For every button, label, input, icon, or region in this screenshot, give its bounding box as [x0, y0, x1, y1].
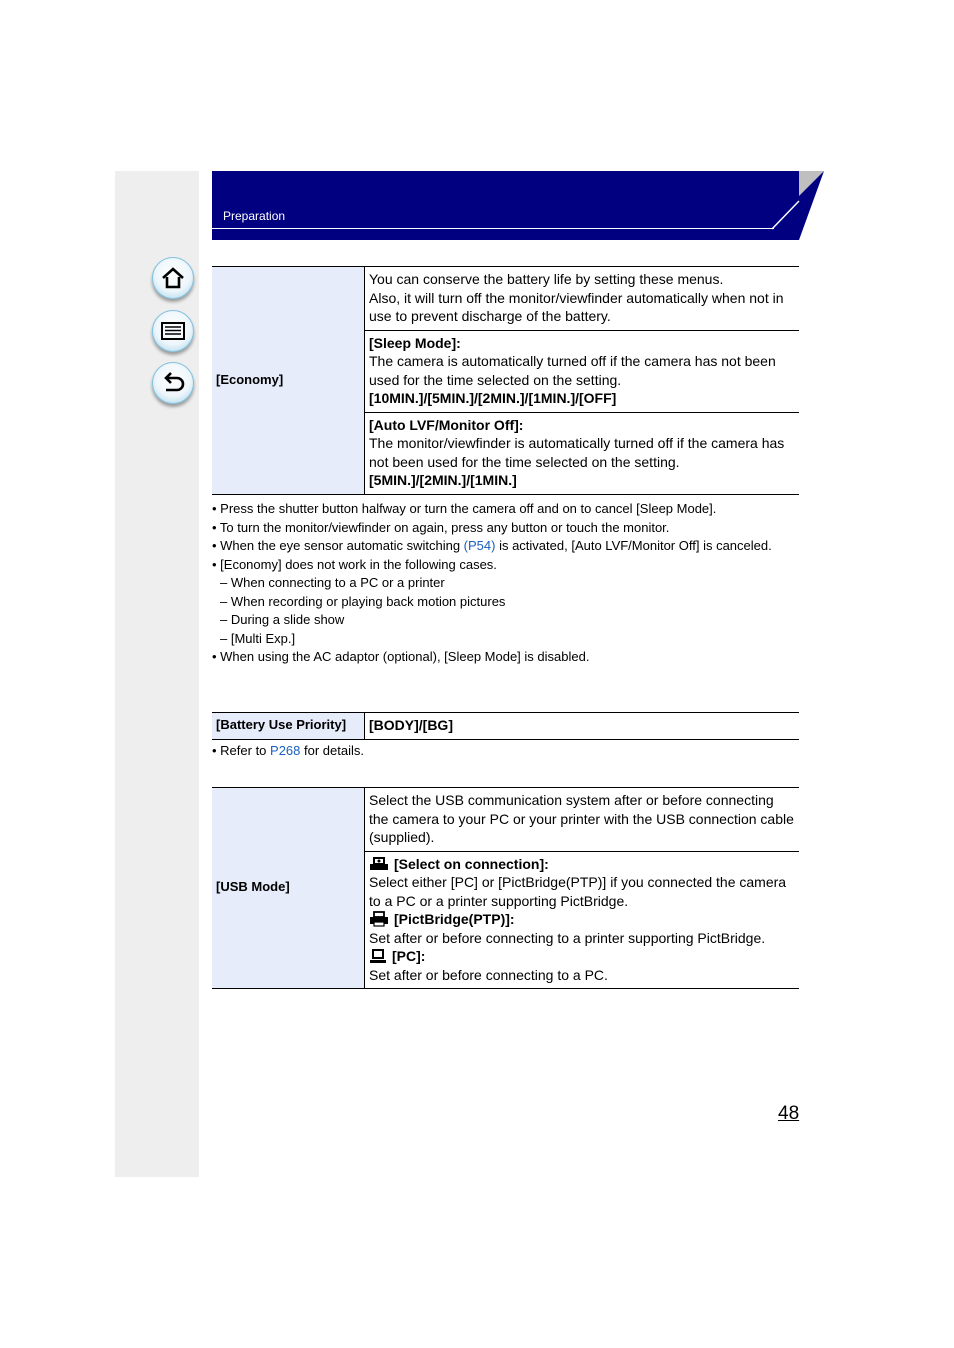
sleep-mode-cell — [365, 330, 800, 412]
pictbridge-title: [PictBridge(PTP)]: — [369, 910, 795, 929]
note-subitem: – When connecting to a PC or a printer — [220, 575, 445, 590]
select-on-connection-description: Select either [PC] or [PictBridge(PTP)] if you connected the camera to a PC or a printer supporting PictBridge. — [369, 874, 787, 909]
back-arrow-icon — [160, 370, 186, 396]
note-item: • Refer to P268 for details. — [212, 743, 364, 758]
economy-label: [Economy] — [212, 267, 365, 495]
header-rule — [212, 228, 774, 229]
economy-intro-line1: You can conserve the battery life by setting these menus. — [369, 271, 724, 287]
p268-link[interactable]: P268 — [270, 743, 301, 758]
p54-link[interactable]: (P54) — [463, 538, 496, 553]
auto-lvf-cell — [365, 412, 800, 494]
economy-intro-line2: Also, it will turn off the monitor/viewfinder automatically when not in use to prevent discharge of the battery. — [369, 289, 784, 324]
home-button[interactable] — [152, 257, 194, 299]
menu-list-button[interactable] — [152, 310, 194, 352]
note-item: • To turn the monitor/viewfinder on again, press any button or touch the monitor. — [212, 519, 670, 535]
battery-table — [212, 712, 799, 740]
note-item: • When the eye sensor automatic switching (P54) is activated, [Auto LVF/Monitor Off] is canceled. — [212, 538, 772, 553]
auto-lvf-description: The monitor/viewfinder is automatically turned off if the camera has not been used for the time selected on the setting. — [369, 435, 785, 470]
pc-icon — [369, 948, 387, 964]
sleep-mode-title: [Sleep Mode]: — [369, 334, 461, 351]
section-header-bar — [212, 171, 799, 240]
usb-options-cell — [365, 851, 800, 989]
note-subitem: – [Multi Exp.] — [220, 630, 296, 646]
pictbridge-description: Set after or before connecting to a printer supporting PictBridge. — [369, 929, 766, 946]
note-subitem: – When recording or playing back motion pictures — [220, 593, 506, 609]
note-item: • When using the AC adaptor (optional), [Sleep Mode] is disabled. — [212, 649, 590, 664]
economy-notes — [212, 500, 799, 667]
economy-table — [212, 266, 799, 495]
pc-description: Set after or before connecting to a PC. — [369, 966, 608, 983]
usb-table — [212, 787, 799, 989]
usb-label: [USB Mode] — [212, 788, 365, 989]
sleep-mode-description: The camera is automatically turned off if the camera has not been used for the time selected on the setting. — [369, 353, 776, 388]
battery-label: [Battery Use Priority] — [212, 713, 365, 740]
auto-lvf-options: [5MIN.]/[2MIN.]/[1MIN.] — [369, 472, 517, 488]
sleep-mode-options: [10MIN.]/[5MIN.]/[2MIN.]/[1MIN.]/[OFF] — [369, 390, 617, 406]
select-on-connection-title: [Select on connection]: — [369, 855, 795, 874]
note-item: • Press the shutter button halfway or turn the camera off and on to cancel [Sleep Mode]. — [212, 501, 717, 516]
home-icon — [160, 265, 186, 291]
printer-icon — [369, 911, 389, 927]
pc-title: [PC]: — [369, 947, 795, 966]
header-corner-decoration — [760, 171, 824, 241]
page-number: 48 — [778, 1103, 800, 1124]
note-item: • [Economy] does not work in the following cases. — [212, 556, 497, 572]
section-title: Preparation — [223, 209, 286, 223]
auto-lvf-title: [Auto LVF/Monitor Off]: — [369, 416, 524, 433]
back-button[interactable] — [152, 362, 194, 404]
note-subitem: – During a slide show — [220, 612, 345, 627]
battery-notes — [212, 742, 799, 761]
usb-intro: Select the USB communication system after or before connecting the camera to your PC or your printer with the USB connection cable (supplied). — [365, 788, 800, 852]
menu-list-icon — [160, 318, 186, 344]
battery-value: [BODY]/[BG] — [365, 713, 800, 740]
select-on-connection-icon — [369, 856, 389, 872]
economy-intro — [365, 267, 800, 331]
